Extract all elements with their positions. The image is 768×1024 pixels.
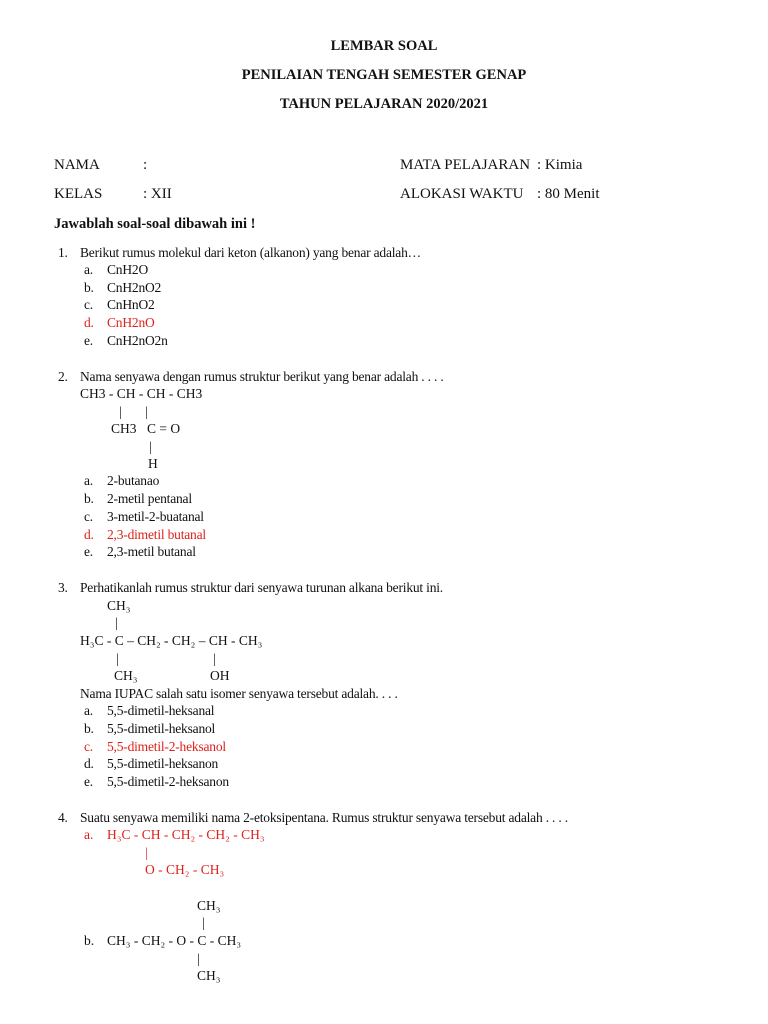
q2-option-letter: c. xyxy=(84,509,93,524)
q4-option-a-bond: | xyxy=(145,845,148,860)
q1-option-letter-correct: d. xyxy=(84,315,94,330)
q4-option-b-bond: | xyxy=(202,915,205,930)
q3-option-letter: d. xyxy=(84,756,94,771)
q3-option-d: 5,5-dimetil-heksanon xyxy=(107,756,219,771)
q1-option-letter: c. xyxy=(84,297,93,312)
q2-structure-main: CH3 - CH - CH - CH3 xyxy=(80,386,203,401)
q3-bond: | xyxy=(115,615,118,630)
q1-option-a: CnH2O xyxy=(107,262,149,277)
question-3-text: Perhatikanlah rumus struktur dari senyawa turunan alkana berikut ini. xyxy=(80,580,443,595)
q2-option-letter: e. xyxy=(84,544,93,559)
waktu-value: : 80 Menit xyxy=(537,186,600,202)
mapel-value: : Kimia xyxy=(537,157,583,173)
academic-year: TAHUN PELAJARAN 2020/2021 xyxy=(279,96,489,112)
document-subtitle: PENILAIAN TENGAH SEMESTER GENAP xyxy=(241,67,527,83)
question-4-number: 4. xyxy=(58,810,68,825)
q1-option-e: CnH2nO2n xyxy=(107,333,168,348)
kelas-label: KELAS xyxy=(54,186,103,202)
q2-option-c: 3-metil-2-buatanal xyxy=(107,509,204,524)
nama-value: : xyxy=(143,157,148,173)
q4-option-b-bottom: CH₃ xyxy=(197,968,221,983)
q2-option-letter-correct: d. xyxy=(84,527,94,542)
waktu-label: ALOKASI WAKTU xyxy=(400,186,524,202)
q2-substituent-h: H xyxy=(148,456,158,471)
instruction: Jawablah soal-soal dibawah ini ! xyxy=(54,216,256,232)
q3-bond: | xyxy=(116,651,119,666)
question-3-subtext: Nama IUPAC salah satu isomer senyawa tersebut adalah. . . . xyxy=(80,686,398,701)
kelas-value: : XII xyxy=(143,186,172,202)
q3-bond: | xyxy=(213,651,216,666)
q2-bond: | xyxy=(119,404,122,419)
q3-option-letter: a. xyxy=(84,703,93,718)
question-1-number: 1. xyxy=(58,245,68,260)
q1-option-letter: a. xyxy=(84,262,93,277)
question-4-text: Suatu senyawa memiliki nama 2-etoksipentana. Rumus struktur senyawa tersebut adalah . . . . xyxy=(80,810,568,825)
q2-option-d-correct: 2,3-dimetil butanal xyxy=(107,527,206,542)
q3-option-letter: b. xyxy=(84,721,94,736)
q3-option-b: 5,5-dimetil-heksanol xyxy=(107,721,216,736)
q1-option-c: CnHnO2 xyxy=(107,297,155,312)
q4-option-letter-correct: a. xyxy=(84,827,94,842)
question-3-number: 3. xyxy=(58,580,68,595)
q3-option-e: 5,5-dimetil-2-heksanon xyxy=(107,774,229,789)
q2-bond: | xyxy=(145,404,148,419)
q3-option-letter: e. xyxy=(84,774,93,789)
q4-option-b-main: CH₃ - CH₂ - O - C - CH₃ xyxy=(107,933,242,948)
q3-bottom-methyl: CH₃ xyxy=(114,668,138,683)
q2-bond: | xyxy=(149,439,152,454)
mapel-label: MATA PELAJARAN xyxy=(400,157,531,173)
q2-option-letter: b. xyxy=(84,491,94,506)
q2-substituent-carbonyl: C = O xyxy=(147,421,181,436)
q1-option-letter: e. xyxy=(84,333,93,348)
document-title: LEMBAR SOAL xyxy=(330,38,438,54)
q2-option-letter: a. xyxy=(84,473,93,488)
q4-option-b-top: CH₃ xyxy=(197,898,221,913)
q3-bottom-hydroxyl: OH xyxy=(210,668,230,683)
q4-option-letter: b. xyxy=(84,933,95,948)
q3-option-c-correct: 5,5-dimetil-2-heksanol xyxy=(107,739,226,754)
q2-option-b: 2-metil pentanal xyxy=(107,491,192,506)
q3-structure-main: H₃C - C – CH₂ - CH₂ – CH - CH₃ xyxy=(80,633,263,648)
q1-option-b: CnH2nO2 xyxy=(107,280,162,295)
q4-option-a-main-correct: H₃C - CH - CH₂ - CH₂ - CH₃ xyxy=(107,827,265,842)
q3-option-letter-correct: c. xyxy=(84,739,93,754)
q1-option-letter: b. xyxy=(84,280,94,295)
q3-option-a: 5,5-dimetil-heksanal xyxy=(107,703,215,718)
q4-option-a-substituent: O - CH₂ - CH₃ xyxy=(145,862,225,877)
question-1-text: Berikut rumus molekul dari keton (alkanon) yang benar adalah… xyxy=(80,245,421,260)
q2-option-e: 2,3-metil butanal xyxy=(107,544,196,559)
question-2-text: Nama senyawa dengan rumus struktur berikut yang benar adalah . . . . xyxy=(80,369,444,384)
nama-label: NAMA xyxy=(54,157,100,173)
q2-substituent-methyl: CH3 xyxy=(111,421,137,436)
q1-option-d-correct: CnH2nO xyxy=(107,315,155,330)
q4-option-b-bond: | xyxy=(197,951,200,966)
q2-option-a: 2-butanao xyxy=(107,473,160,488)
question-2-number: 2. xyxy=(58,369,68,384)
q3-top-methyl: CH₃ xyxy=(107,598,131,613)
